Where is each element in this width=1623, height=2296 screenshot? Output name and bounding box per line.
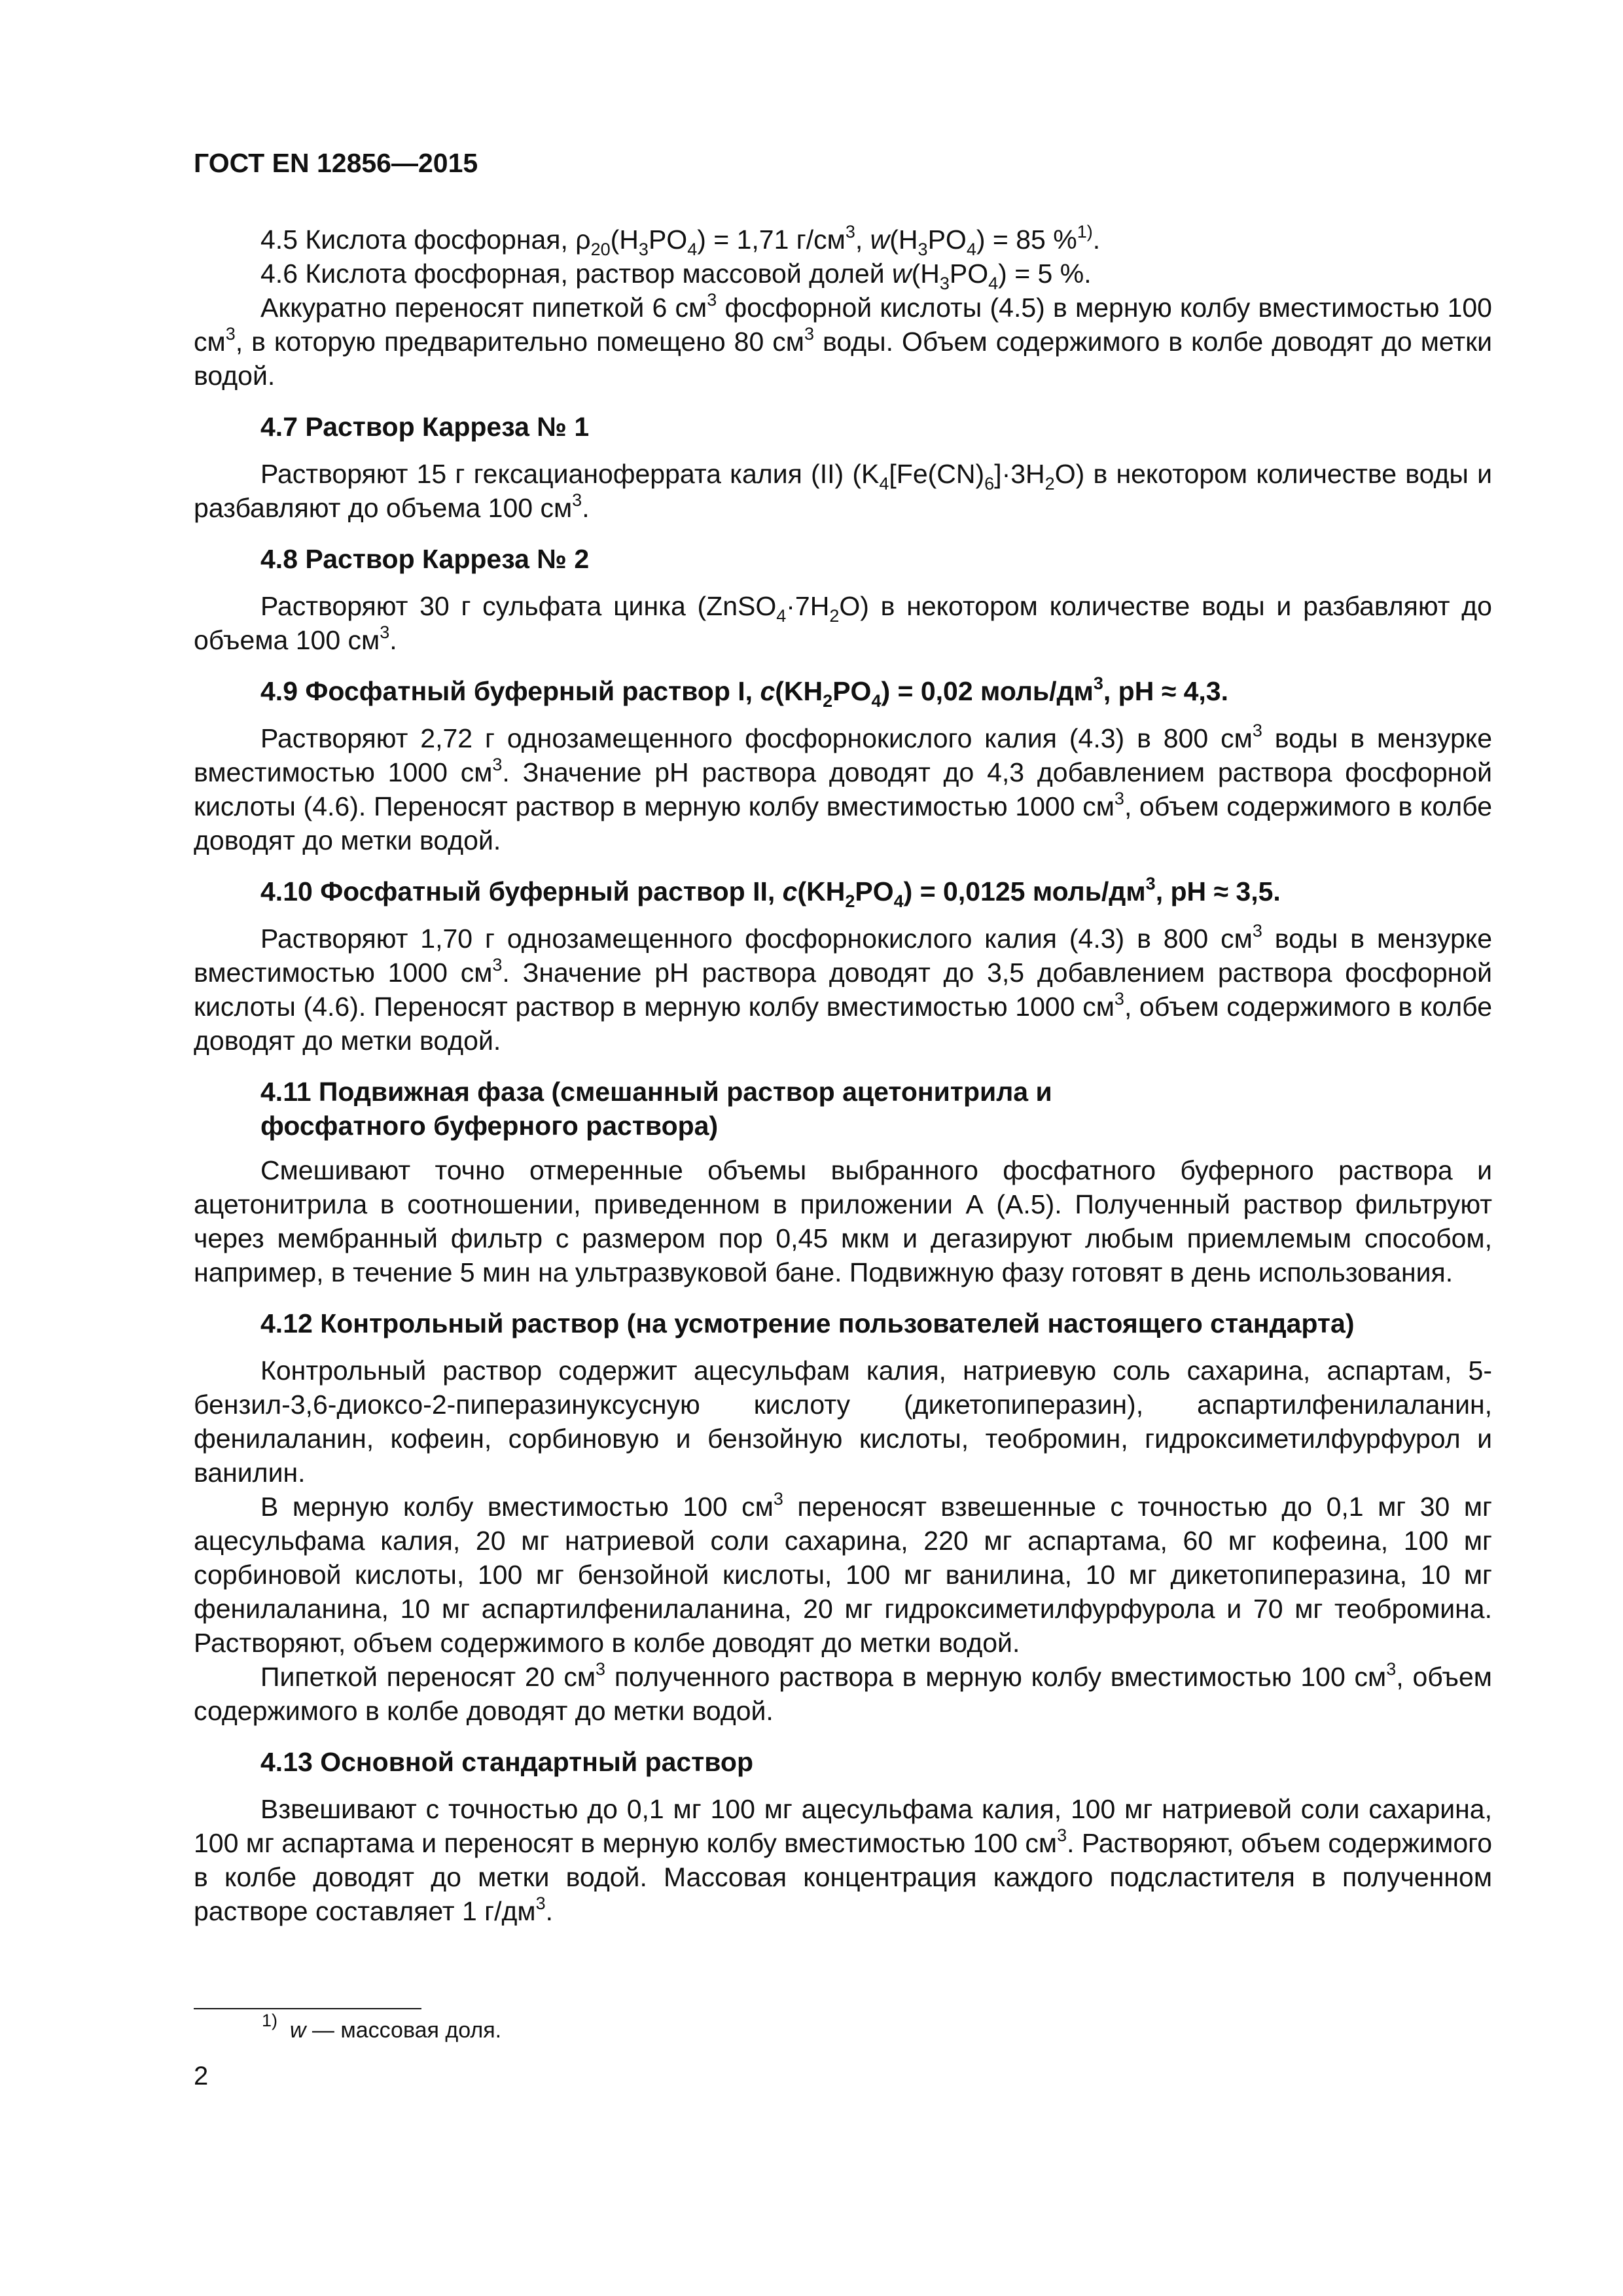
- footnote-separator: [194, 2008, 421, 2009]
- heading-4-8: 4.8 Раствор Карреза № 2: [260, 544, 590, 574]
- paragraph-4-12-2: В мерную колбу вместимостью 100 $см^3$ переносят взвешенные с точностью до 0,1 мг 30 мг ацесульфама калия, 20 мг натриевой соли сахарина, 220 мг аспартама, 60 мг кофеина, 100 мг сорбиновой кислоты, 100 мг бензойной кислоты, 100 мг ванилина, 10 мг дикетопиперазина, 10 мг фенилаланина, 10 мг аспартилфенилаланина, 20 мг гидроксиметилфурфурола и 70 мг теобромина. Растворяют, объем содержимого в колбе доводят до метки водой.: [194, 1489, 1492, 1658]
- heading-4-7: 4.7 Раствор Карреза № 1: [260, 412, 590, 442]
- footnote: $^{1)}$ w — массовая доля.: [262, 2011, 502, 2043]
- document-body: [194, 223, 1492, 1928]
- paragraph-4-12-1: Контрольный раствор содержит ацесульфам калия, натриевую соль сахарина, аспартам, 5-бензил-3,6-диоксо-2-пиперазинуксусную кислоту (дикетопиперазин), аспартилфенилаланин, фенилаланин, кофеин, сорбиновую и бензойную кислоты, теобромин, гидроксиметилфурфурол и ванилин.: [194, 1355, 1492, 1488]
- footnote-ref: 1): [1077, 222, 1093, 242]
- paragraph-4-12-3: Пипеткой переносят 20 $см^3$ полученного раствора в мерную колбу вместимостью 100 $см^3$, объем содержимого в колбе доводят до метки водой.: [194, 1659, 1492, 1726]
- paragraph-4-9: Растворяют 2,72 г однозамещенного фосфорнокислого калия (4.3) в 800 $см^3$ воды в мензурке вместимостью 1000 $см^3$. Значение pH раствора доводят до 4,3 добавлением раствора фосфорной кислоты (4.6). Переносят раствор в мерную колбу вместимостью 1000 $см^3$, объем содержимого в колбе доводят до метки водой.: [194, 721, 1493, 855]
- heading-4-9: 4.9 Фосфатный буферный раствор I, $c(KH_2PO_4) = 0,02$ моль/$дм^3$, pH ≈ 4,3.: [260, 673, 1228, 711]
- heading-4-10: 4.10 Фосфатный буферный раствор II, $c(KH_2PO_4) = 0,0125$ моль/$дм^3$, pH ≈ 3,5.: [260, 874, 1281, 911]
- paragraph-4-13: Взвешивают с точностью до 0,1 мг 100 мг ацесульфама калия, 100 мг натриевой соли сахарина, 100 мг аспартама и переносят в мерную колбу вместимостью 100 $см^3$. Растворяют, объем содержимого в колбе доводят до метки водой. Массовая концентрация каждого подсластителя в полученном растворе составляет 1 $г/дм^3$.: [194, 1794, 1493, 1926]
- page-number: 2: [194, 2062, 209, 2090]
- heading-4-13: 4.13 Основной стандартный раствор: [260, 1747, 754, 1777]
- heading-4-11: 4.11 Подвижная фаза (смешанный раствор ацетонитрила и фосфатного буферного раствора): [260, 1077, 1052, 1141]
- paragraph-4-11: Смешивают точно отмеренные объемы выбранного фосфатного буферного раствора и ацетонитрила в соотношении, приведенном в приложении А (А.5). Полученный раствор фильтруют через мембранный фильтр с размером пор 0,45 мкм и дегазируют любым приемлемым способом, например, в течение 5 мин на ультразвуковой бане. Подвижную фазу готовят в день использования.: [194, 1155, 1492, 1287]
- heading-4-12: 4.12 Контрольный раствор (на усмотрение пользователей настоящего стандарта): [260, 1308, 1355, 1338]
- document-header: ГОСТ EN 12856—2015: [194, 148, 478, 178]
- paragraph-4-7: Растворяют 15 г гексацианоферрата калия (II) $(K_4[Fe(CN)_6]\cdot 3H_2O)$ в некотором количестве воды и разбавляют до объема 100 $см^3$.: [194, 459, 1492, 523]
- paragraph-4-6-body: Аккуратно переносят пипеткой 6 $см^3$ фосфорной кислоты (4.5) в мерную колбу вместимостью 100 $см^3$, в которую предварительно помещено 80 $см^3$ воды. Объем содержимого в колбе доводят до метки водой.: [194, 290, 1492, 391]
- paragraph-4-5: 4.5 Кислота фосфорная, $\rho_{20}(H_3PO_4) = 1,71$ $г/см^3$, $w(H_3PO_4) = 85$ %$^{1)}$.: [260, 222, 1101, 259]
- paragraph-4-6: 4.6 Кислота фосфорная, раствор массовой долей $w(H_3PO_4) = 5$ %.: [260, 259, 1092, 293]
- paragraph-4-10: Растворяют 1,70 г однозамещенного фосфорнокислого калия (4.3) в 800 $см^3$ воды в мензурке вместимостью 1000 $см^3$. Значение pH раствора доводят до 3,5 добавлением раствора фосфорной кислоты (4.6). Переносят раствор в мерную колбу вместимостью 1000 $см^3$, объем содержимого в колбе доводят до метки водой.: [194, 921, 1493, 1056]
- paragraph-4-8: Растворяют 30 г сульфата цинка $(ZnSO_4\cdot 7H_2O)$ в некотором количестве воды и разбавляют до объема 100 $см^3$.: [194, 591, 1492, 655]
